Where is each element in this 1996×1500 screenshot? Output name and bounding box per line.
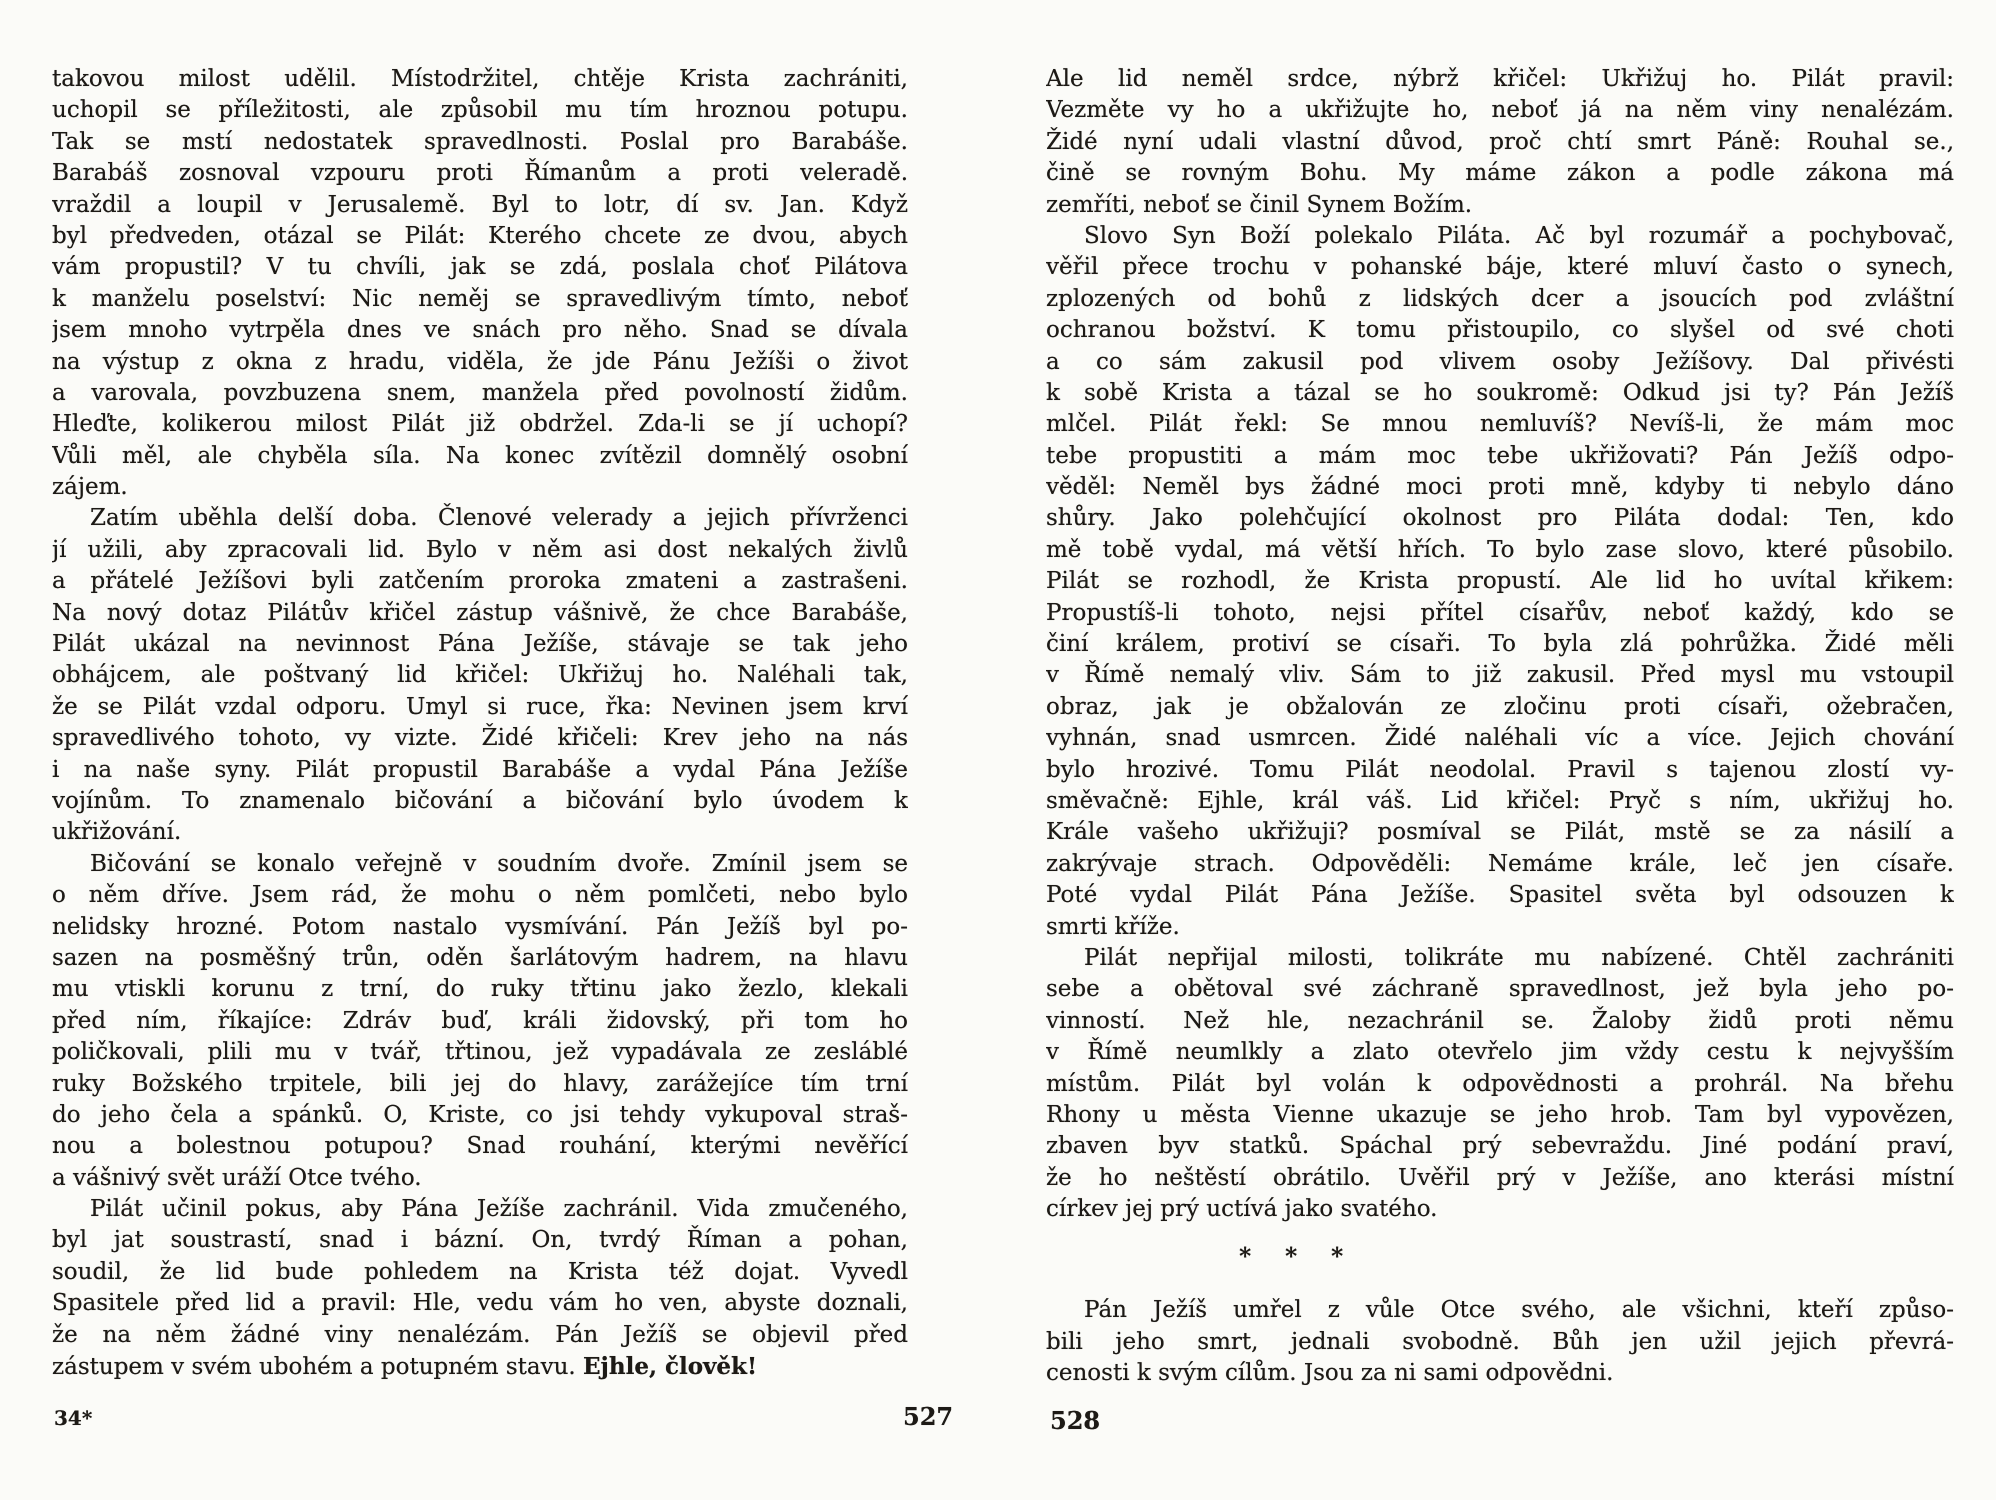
text-line — [52, 409, 908, 440]
text-run: Propustíš-li tohoto, nejsi přítel císařův, neboť každý, kdo se — [1046, 599, 1954, 626]
text-line — [1046, 817, 1954, 848]
text-line — [1046, 660, 1954, 691]
text-run: sebe a obětoval své záchraně spravedlnost, jež byla jeho po- — [1046, 976, 1954, 1003]
text-run: vraždil a loupil v Jerusalemě. Byl to lotr, dí sv. Jan. Když — [52, 191, 908, 218]
text-run: obhájcem, ale poštvaný lid křičel: Ukřižuj ho. Naléhali tak, — [52, 662, 908, 689]
text-run: a varovala, povzbuzena snem, manžela před povolností židům. — [52, 379, 908, 406]
text-line — [52, 912, 908, 943]
text-line — [1046, 692, 1954, 723]
text-run: poličkovali, plili mu v tvář, třtinou, jež vypadávala ze zesláblé — [52, 1039, 908, 1066]
text-line — [1046, 284, 1954, 315]
text-line — [1046, 880, 1954, 911]
text-line — [52, 817, 908, 848]
text-line — [52, 660, 908, 691]
text-run: Pán Ježíš umřel z vůle Otce svého, ale všichni, kteří způso- — [1084, 1297, 1954, 1324]
signature-mark: 34* — [54, 1406, 93, 1430]
text-run: Vezměte vy ho a ukřižujte ho, neboť já na něm viny nenalézám. — [1046, 97, 1954, 124]
text-run: že na něm žádné viny nenalézám. Pán Ježíš se objevil před — [52, 1321, 908, 1348]
text-line — [52, 943, 908, 974]
text-line — [1046, 347, 1954, 378]
text-line — [52, 503, 908, 534]
text-line — [1046, 1037, 1954, 1068]
text-run: vám propustil? V tu chvíli, jak se zdá, poslala choť Pilátova — [52, 254, 908, 281]
text-run: zájem. — [52, 474, 128, 501]
text-run: a vášnivý svět uráží Otce tvého. — [52, 1164, 422, 1191]
text-run: shůry. Jako polehčující okolnost pro Piláta dodal: Ten, kdo — [1046, 505, 1954, 532]
text-line — [1046, 1069, 1954, 1100]
text-line — [1046, 95, 1954, 126]
text-line — [1046, 1194, 1954, 1225]
text-line — [1046, 535, 1954, 566]
text-run: Zatím uběhla delší doba. Členové velerady a jejich přívrženci — [90, 505, 908, 532]
text-line — [1046, 252, 1954, 283]
text-run: Tak se mstí nedostatek spravedlnosti. Poslal pro Barabáše. — [52, 128, 908, 155]
text-run: místům. Pilát byl volán k odpovědnosti a prohrál. Na břehu — [1046, 1070, 1954, 1097]
text-line — [52, 598, 908, 629]
text-run: i na naše syny. Pilát propustil Barabáše a vydal Pána Ježíše — [52, 756, 908, 783]
text-line — [1046, 598, 1954, 629]
text-line — [52, 378, 908, 409]
text-run: ochranou božství. K tomu přistoupilo, co slyšel od své choti — [1046, 317, 1954, 344]
text-run: nou a bolestnou potupou? Snad rouhání, kterými nevěřící — [52, 1133, 908, 1160]
bold-text: Ejhle, člověk! — [583, 1353, 758, 1381]
text-run: zakrývaje strach. Odpověděli: Nemáme krále, leč jen císaře. — [1046, 850, 1954, 877]
text-run: sazen na posměšný trůn, oděn šarlátovým hadrem, na hlavu — [52, 944, 908, 971]
text-run: o něm dříve. Jsem rád, že mohu o něm pomlčeti, nebo bylo — [52, 882, 908, 909]
right-page-text-column — [1046, 64, 1954, 1390]
text-line — [1046, 409, 1954, 440]
text-run: byl jat soustrastí, snad i bázní. On, tvrdý Říman a pohan, — [52, 1227, 908, 1254]
text-run: zplozených od bohů z lidských dcer a jsoucích pod zvláštní — [1046, 285, 1954, 312]
text-run: do jeho čela a spánků. O, Kriste, co jsi tehdy vykupoval straš- — [52, 1101, 908, 1128]
text-run: smrti kříže. — [1046, 913, 1180, 940]
text-line — [1046, 566, 1954, 597]
text-run: a co sám zakusil pod vlivem osoby Ježíšovy. Dal přivésti — [1046, 348, 1954, 375]
text-line — [52, 786, 908, 817]
text-line — [1046, 158, 1954, 189]
text-run: bylo hrozivé. Tomu Pilát neodolal. Pravil s tajenou zlostí vy- — [1046, 756, 1954, 783]
text-line — [52, 1320, 908, 1351]
text-run: spravedlivého tohoto, vy vizte. Židé křičeli: Krev jeho na nás — [52, 725, 908, 752]
left-page-number: 527 — [903, 1402, 954, 1431]
text-line — [52, 880, 908, 911]
text-run: mě tobě vydal, má větší hřích. To bylo zase slovo, které působilo. — [1046, 536, 1954, 563]
text-line — [52, 252, 908, 283]
text-line — [52, 1163, 908, 1194]
text-line — [1046, 974, 1954, 1005]
text-run: k sobě Krista a tázal se ho soukromě: Odkud jsi ty? Pán Ježíš — [1046, 379, 1954, 406]
text-line — [1046, 503, 1954, 534]
text-line — [52, 1288, 908, 1319]
text-run: mu vtiskli korunu z trní, do ruky třtinu jako žezlo, klekali — [52, 976, 908, 1003]
text-run: věřil přece trochu v pohanské báje, které mluví často o synech, — [1046, 254, 1954, 281]
text-run: Pilát učinil pokus, aby Pána Ježíše zachránil. Vida zmučeného, — [90, 1196, 908, 1223]
text-run: Pilát nepřijal milosti, tolikráte mu nabízené. Chtěl zachrániti — [1084, 944, 1954, 971]
text-run: nelidsky hrozné. Potom nastalo vysmívání. Pán Ježíš byl po- — [52, 913, 908, 940]
text-line — [52, 347, 908, 378]
text-run: v Římě nemalý vliv. Sám to již zakusil. Před mysl mu vstoupil — [1046, 662, 1954, 689]
text-line — [52, 629, 908, 660]
text-run: před ním, říkajíce: Zdráv buď, králi židovský, při tom ho — [52, 1007, 908, 1034]
text-run: zemříti, neboť se činil Synem Božím. — [1046, 191, 1473, 218]
text-line — [52, 692, 908, 723]
text-run: Spasitele před lid a pravil: Hle, vedu vám ho ven, abyste doznali, — [52, 1290, 908, 1317]
text-line — [1046, 472, 1954, 503]
text-line — [52, 64, 908, 95]
text-line — [1046, 1006, 1954, 1037]
text-line — [52, 974, 908, 1005]
text-run: Hleďte, kolikerou milost Pilát již obdržel. Zda-li se jí uchopí? — [52, 411, 908, 438]
text-line — [52, 1131, 908, 1162]
text-line — [1046, 755, 1954, 786]
text-run: uchopil se příležitosti, ale způsobil mu tím hroznou potupu. — [52, 97, 908, 124]
text-run: cenosti k svým cílům. Jsou za ni sami odpovědni. — [1046, 1360, 1614, 1387]
text-line — [1046, 127, 1954, 158]
text-run: jsem mnoho vytrpěla dnes ve snách pro něho. Snad se dívala — [52, 317, 908, 344]
text-line — [52, 1006, 908, 1037]
text-line — [1046, 912, 1954, 943]
text-run: vyhnán, snad usmrcen. Židé naléhali víc a více. Jejich chování — [1046, 725, 1954, 752]
text-line — [52, 190, 908, 221]
text-line — [52, 284, 908, 315]
text-run: Židé nyní udali vlastní důvod, proč chtí smrt Páně: Rouhal se., — [1046, 128, 1954, 155]
text-line — [52, 1351, 908, 1382]
text-run: jí užili, aby zpracovali lid. Bylo v něm asi dost nekalých živlů — [52, 536, 908, 563]
text-run: zbaven byv statků. Spáchal prý sebevraždu. Jiné podání praví, — [1046, 1133, 1954, 1160]
text-line — [1046, 378, 1954, 409]
text-run: bili jeho smrt, jednali svobodně. Bůh jen užil jejich převrá- — [1046, 1328, 1954, 1355]
text-line — [1046, 64, 1954, 95]
text-run: čině se rovným Bohu. My máme zákon a podle zákona má — [1046, 160, 1954, 187]
text-line — [52, 1069, 908, 1100]
text-run: Pilát ukázal na nevinnost Pána Ježíše, stávaje se tak jeho — [52, 631, 908, 658]
text-run: mlčel. Pilát řekl: Se mnou nemluvíš? Nevíš-li, že mám moc — [1046, 411, 1954, 438]
text-line — [1046, 1295, 1954, 1326]
text-run: věděl: Neměl bys žádné moci proti mně, kdyby ti nebylo dáno — [1046, 474, 1954, 501]
text-run: Barabáš zosnoval vzpouru proti Římanům a proti veleradě. — [52, 160, 908, 187]
text-line — [52, 1037, 908, 1068]
text-run: vinností. Než hle, nezachránil se. Žaloby židů proti němu — [1046, 1007, 1954, 1034]
text-run: obraz, jak je obžalován ze zločinu proti císaři, ožebračen, — [1046, 693, 1954, 720]
text-line — [1046, 221, 1954, 252]
text-run: soudil, že lid bude pohledem na Krista též dojat. Vyvedl — [52, 1258, 908, 1285]
text-run: byl předveden, otázal se Pilát: Kterého chcete ze dvou, abych — [52, 222, 908, 249]
text-line — [1046, 1100, 1954, 1131]
text-line — [52, 755, 908, 786]
text-line — [52, 315, 908, 346]
text-run: Na nový dotaz Pilátův křičel zástup vášnivě, že chce Barabáše, — [52, 599, 908, 626]
text-run: že se Pilát vzdal odporu. Umyl si ruce, řka: Nevinen jsem krví — [52, 693, 908, 720]
text-run: Poté vydal Pilát Pána Ježíše. Spasitel světa byl odsouzen k — [1046, 882, 1954, 909]
text-run: Slovo Syn Boží polekalo Piláta. Ač byl rozumář a pochybovač, — [1084, 222, 1954, 249]
text-run: Vůli měl, ale chyběla síla. Na konec zvítězil domnělý osobní — [52, 442, 908, 469]
text-line — [52, 158, 908, 189]
text-run: Bičování se konalo veřejně v soudním dvoře. Zmínil jsem se — [90, 850, 908, 877]
text-run: tebe propustiti a mám moc tebe ukřižovati? Pán Ježíš odpo- — [1046, 442, 1954, 469]
text-line — [1046, 849, 1954, 880]
text-line — [1046, 190, 1954, 221]
text-line — [52, 1194, 908, 1225]
text-run: ukřižování. — [52, 819, 182, 846]
text-line — [52, 535, 908, 566]
text-line — [1046, 629, 1954, 660]
text-line — [52, 221, 908, 252]
right-page-number: 528 — [1050, 1406, 1101, 1435]
text-run: církev jej prý uctívá jako svatého. — [1046, 1196, 1438, 1223]
text-line — [1046, 943, 1954, 974]
text-line — [52, 1257, 908, 1288]
text-run: a přátelé Ježíšovi byli zatčením proroka zmateni a zastrašeni. — [52, 568, 908, 595]
section-separator: * * * — [1239, 1243, 1344, 1271]
text-run: ruky Božského trpitele, bili jej do hlavy, zarážejíce tím trní — [52, 1070, 908, 1097]
text-line — [52, 472, 908, 503]
text-run: v Římě neumlkly a zlato otevřelo jim vždy cestu k nejvyšším — [1046, 1039, 1954, 1066]
text-line — [52, 127, 908, 158]
text-run: Pilát se rozhodl, že Krista propustí. Ale lid ho uvítal křikem: — [1046, 568, 1954, 595]
left-page-text-column — [52, 64, 908, 1382]
text-run: takovou milost udělil. Místodržitel, chtěje Krista zachrániti, — [52, 66, 908, 92]
text-run: zástupem v svém ubohém a potupném stavu. — [52, 1354, 584, 1381]
text-line — [1046, 315, 1954, 346]
text-run: na výstup z okna z hradu, viděla, že jde Pánu Ježíši o život — [52, 348, 908, 375]
text-run: činí králem, protiví se císaři. To byla zlá pohrůžka. Židé měli — [1046, 631, 1954, 658]
text-line — [1046, 786, 1954, 817]
text-line — [52, 723, 908, 754]
text-line — [1046, 1131, 1954, 1162]
text-line — [1046, 1327, 1954, 1358]
text-line — [1046, 1358, 1954, 1389]
text-line — [52, 1225, 908, 1256]
text-run: že ho neštěstí obrátilo. Uvěřil prý v Ježíše, ano kterási místní — [1046, 1164, 1954, 1191]
text-run: Ale lid neměl srdce, nýbrž křičel: Ukřižuj ho. Pilát pravil: — [1046, 66, 1954, 92]
text-run: Krále vašeho ukřižuji? posmíval se Pilát, mstě se za násilí a — [1046, 819, 1954, 846]
text-line — [52, 566, 908, 597]
text-line — [52, 95, 908, 126]
text-run: směvačně: Ejhle, král váš. Lid křičel: Pryč s ním, ukřižuj ho. — [1046, 787, 1954, 814]
text-run: k manželu poselství: Nic neměj se spravedlivým tímto, neboť — [52, 285, 908, 312]
text-line — [1046, 1163, 1954, 1194]
text-line — [52, 849, 908, 880]
text-line — [1046, 441, 1954, 472]
text-line — [1046, 723, 1954, 754]
text-run: Rhony u města Vienne ukazuje se jeho hrob. Tam byl vypovězen, — [1046, 1101, 1954, 1128]
text-run: vojínům. To znamenalo bičování a bičování bylo úvodem k — [52, 787, 908, 814]
text-line — [52, 441, 908, 472]
text-line — [52, 1100, 908, 1131]
